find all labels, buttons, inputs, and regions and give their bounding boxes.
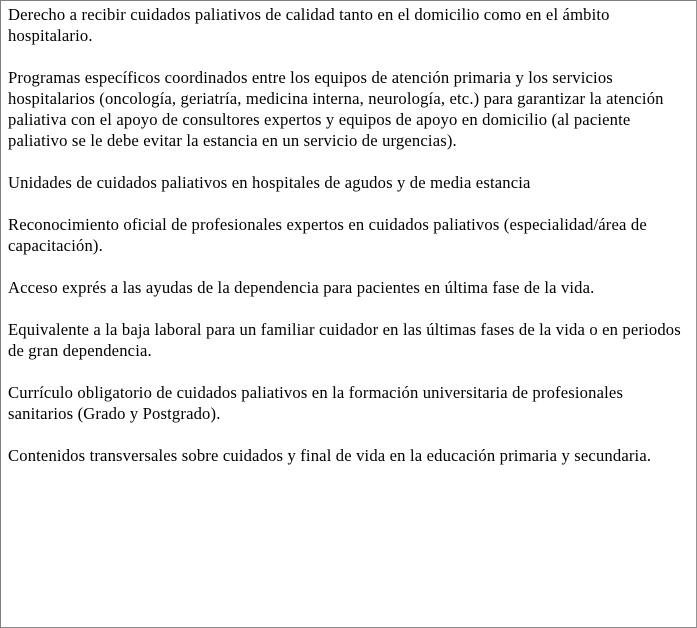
paragraph-spacer <box>8 298 686 319</box>
paragraph-5: Acceso exprés a las ayudas de la dependencia para pacientes en última fase de la vida. <box>8 278 595 297</box>
paragraph-spacer <box>8 361 686 382</box>
paragraph-2: Programas específicos coordinados entre los equipos de atención primaria y los servicios hospitalarios (oncología, geriatría, medicina interna, neurología, etc.) para garantizar la atención paliativa con el apoyo de consultores expertos y equipos de apoyo en domicilio (al paciente paliativo se le debe evitar la estancia en un servicio de urgencias). <box>8 68 664 150</box>
paragraph-7: Currículo obligatorio de cuidados paliativos en la formación universitaria de profesionales sanitarios (Grado y Postgrado). <box>8 383 624 423</box>
paragraph-spacer <box>8 46 686 67</box>
paragraph-spacer <box>8 256 686 277</box>
paragraph-8: Contenidos transversales sobre cuidados y final de vida en la educación primaria y secundaria. <box>8 446 652 465</box>
paragraph-spacer <box>8 193 686 214</box>
paragraph-4: Reconocimiento oficial de profesionales expertos en cuidados paliativos (especialidad/área de capacitación). <box>8 215 647 255</box>
paragraph-6: Equivalente a la baja laboral para un familiar cuidador en las últimas fases de la vida o en periodos de gran dependencia. <box>8 320 681 360</box>
document-text-body <box>8 4 686 466</box>
paragraph-spacer <box>8 424 686 445</box>
paragraph-spacer <box>8 151 686 172</box>
paragraph-1: Derecho a recibir cuidados paliativos de calidad tanto en el domicilio como en el ámbito hospitalario. <box>8 5 610 45</box>
paragraph-3: Unidades de cuidados paliativos en hospitales de agudos y de media estancia <box>8 173 531 192</box>
